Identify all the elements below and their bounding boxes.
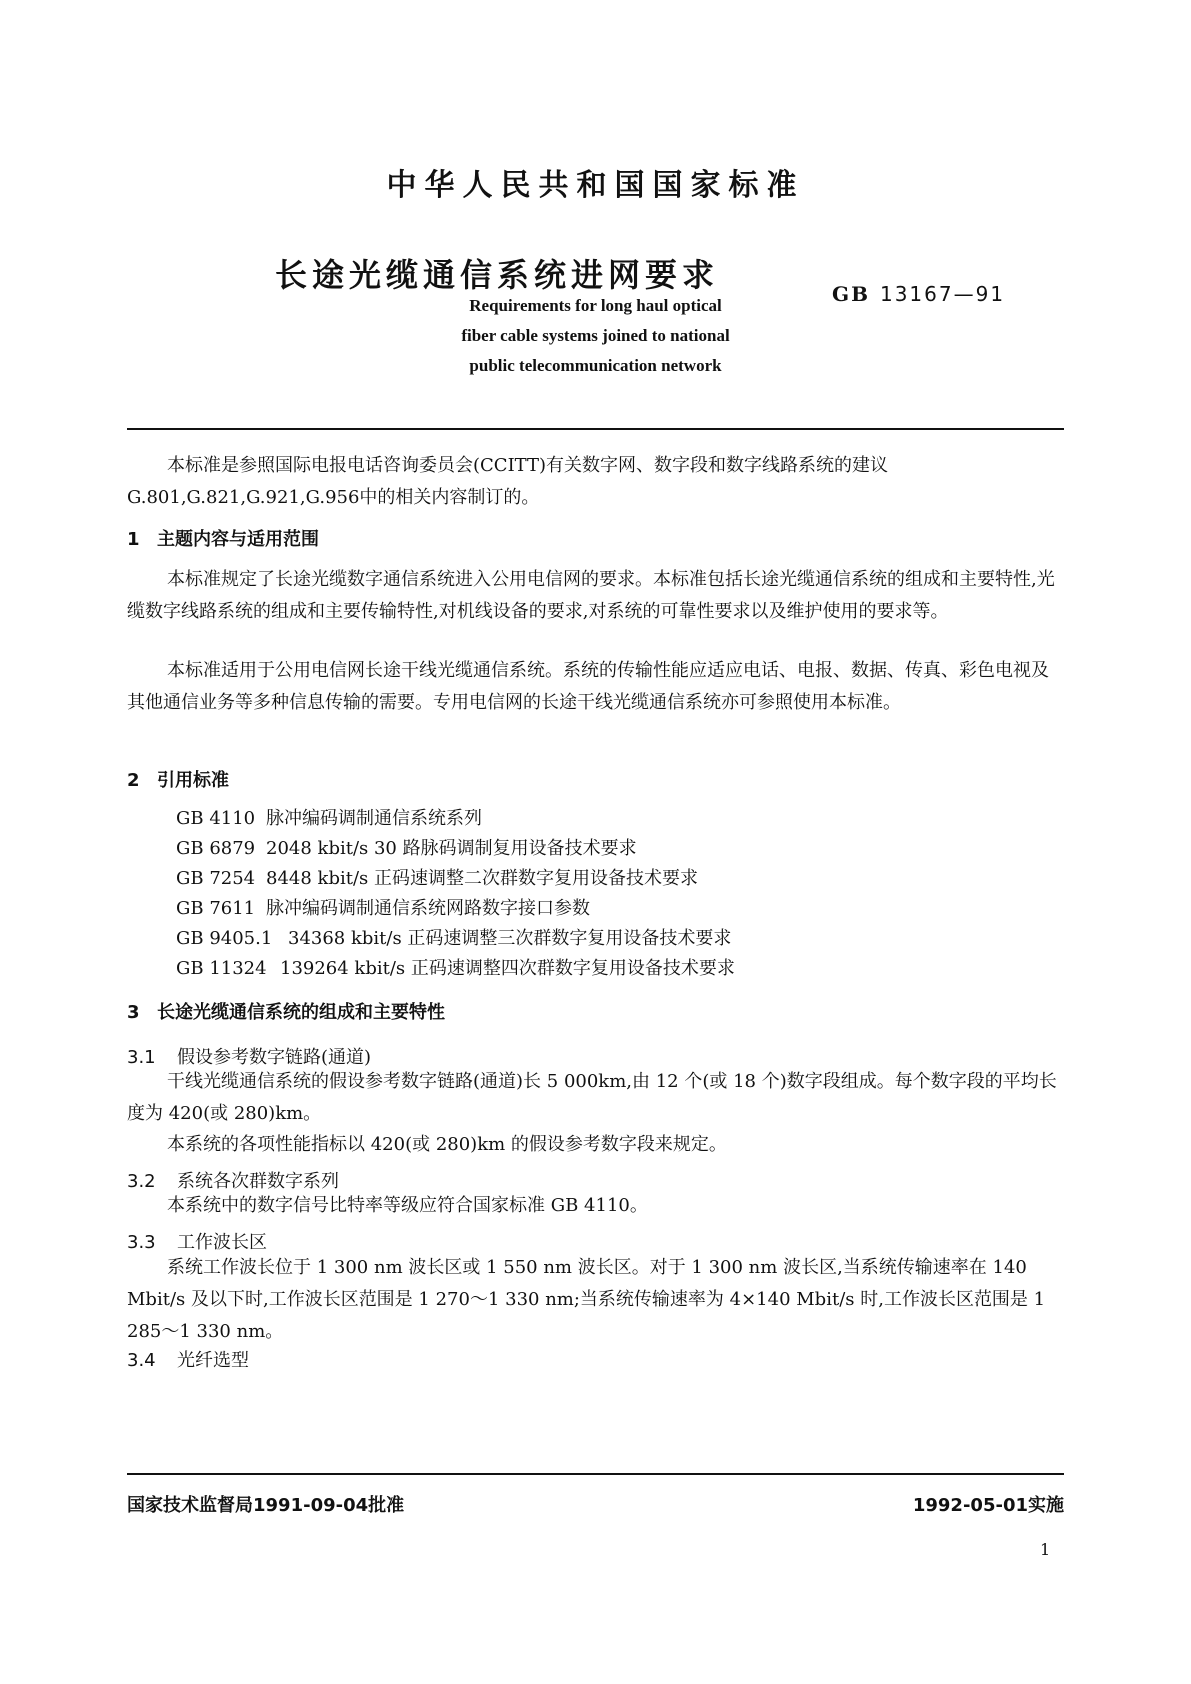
subsection-3-1-paragraph-1: 干线光缆通信系统的假设参考数字链路(通道)长 5 000km,由 12 个(或 18 个)数字段组成。每个数字段的平均长度为 420(或 280)km。 xyxy=(127,1071,1057,1124)
reference-title: 脉冲编码调制通信系统系列 xyxy=(266,808,482,829)
reference-item xyxy=(176,863,698,895)
section-1-paragraph-2: 本标准适用于公用电信网长途干线光缆通信系统。系统的传输性能应适应电话、电报、数据、传真、彩色电视及其他通信业务等多种信息传输的需要。专用电信网的长途干线光缆通信系统亦可参照使用本标准。 xyxy=(127,660,1049,713)
section-3-heading xyxy=(127,998,445,1024)
subsection-3-3-title: 工作波长区 xyxy=(177,1232,267,1253)
subsection-3-3-heading xyxy=(127,1228,267,1254)
reference-item xyxy=(176,923,731,955)
subsection-3-4-title: 光纤选型 xyxy=(177,1350,249,1371)
subsection-3-3-paragraph-1: 系统工作波长位于 1 300 nm 波长区或 1 550 nm 波长区。对于 1 300 nm 波长区,当系统传输速率在 140 Mbit/s 及以下时,工作波长区范围是 1 270～1 330 nm;当系统传输速率为 4×140 Mbit/s 时,工作波长区范围是 1 285～1 330 nm。 xyxy=(127,1257,1046,1342)
standard-prefix: GB xyxy=(832,282,870,306)
section-3-number: 3 xyxy=(127,1002,140,1023)
reference-code: GB 7254 xyxy=(176,868,256,889)
section-2-number: 2 xyxy=(127,770,140,791)
subsection-3-3-number: 3.3 xyxy=(127,1232,156,1253)
section-1-heading xyxy=(127,525,319,551)
reference-title: 8448 kbit/s 正码速调整二次群数字复用设备技术要求 xyxy=(266,868,698,889)
subsection-3-1-paragraph-2: 本系统的各项性能指标以 420(或 280)km 的假设参考数字段来规定。 xyxy=(167,1134,727,1155)
reference-title: 139264 kbit/s 正码速调整四次群数字复用设备技术要求 xyxy=(280,958,735,979)
page-number: 1 xyxy=(1040,1540,1051,1559)
foreword-paragraph: 本标准是参照国际电报电话咨询委员会(CCITT)有关数字网、数字段和数字线路系统的建议G.801,G.821,G.921,G.956中的相关内容制订的。 xyxy=(127,455,889,508)
national-standard-title: 中华人民共和国国家标准 xyxy=(386,168,805,203)
subsection-3-2-title: 系统各次群数字系列 xyxy=(177,1171,339,1192)
section-1-paragraph-1: 本标准规定了长途光缆数字通信系统进入公用电信网的要求。本标准包括长途光缆通信系统的组成和主要特性,光缆数字线路系统的组成和主要传输特性,对机线设备的要求,对系统的可靠性要求以及维护使用的要求等。 xyxy=(127,569,1055,622)
subsection-3-4-heading xyxy=(127,1346,249,1372)
document-title-en-line-1: Requirements for long haul optical xyxy=(469,296,722,315)
subsection-3-1-number: 3.1 xyxy=(127,1047,156,1068)
footer-divider xyxy=(127,1473,1064,1475)
section-2-heading xyxy=(127,766,229,792)
subsection-3-2-paragraph-1: 本系统中的数字信号比特率等级应符合国家标准 GB 4110。 xyxy=(167,1195,648,1216)
reference-code: GB 11324 xyxy=(176,958,267,979)
reference-code: GB 9405.1 xyxy=(176,928,273,949)
reference-code: GB 6879 xyxy=(176,838,256,859)
section-1-number: 1 xyxy=(127,529,140,550)
reference-item xyxy=(176,953,735,985)
subsection-3-4-number: 3.4 xyxy=(127,1350,156,1371)
document-title-en-line-2: fiber cable systems joined to national xyxy=(461,326,730,345)
subsection-3-1-title: 假设参考数字链路(通道) xyxy=(177,1047,372,1068)
document-title-cn: 长途光缆通信系统进网要求 xyxy=(275,256,720,294)
reference-item xyxy=(176,833,637,865)
section-3-title: 长途光缆通信系统的组成和主要特性 xyxy=(157,1002,445,1023)
section-2-title: 引用标准 xyxy=(157,770,229,791)
document-title-en-line-3: public telecommunication network xyxy=(469,356,722,375)
reference-title: 2048 kbit/s 30 路脉码调制复用设备技术要求 xyxy=(266,838,637,859)
reference-item xyxy=(176,893,590,925)
section-1-title: 主题内容与适用范围 xyxy=(157,529,319,550)
reference-title: 34368 kbit/s 正码速调整三次群数字复用设备技术要求 xyxy=(288,928,732,949)
reference-code: GB 4110 xyxy=(176,808,256,829)
subsection-3-2-number: 3.2 xyxy=(127,1171,156,1192)
reference-item xyxy=(176,803,482,835)
reference-code: GB 7611 xyxy=(176,898,256,919)
header-divider xyxy=(127,428,1064,430)
reference-title: 脉冲编码调制通信系统网路数字接口参数 xyxy=(266,898,590,919)
approval-date: 国家技术监督局1991-09-04批准 xyxy=(127,1495,405,1516)
standard-number: 13167—91 xyxy=(879,282,1006,306)
effective-date: 1992-05-01实施 xyxy=(912,1495,1064,1516)
